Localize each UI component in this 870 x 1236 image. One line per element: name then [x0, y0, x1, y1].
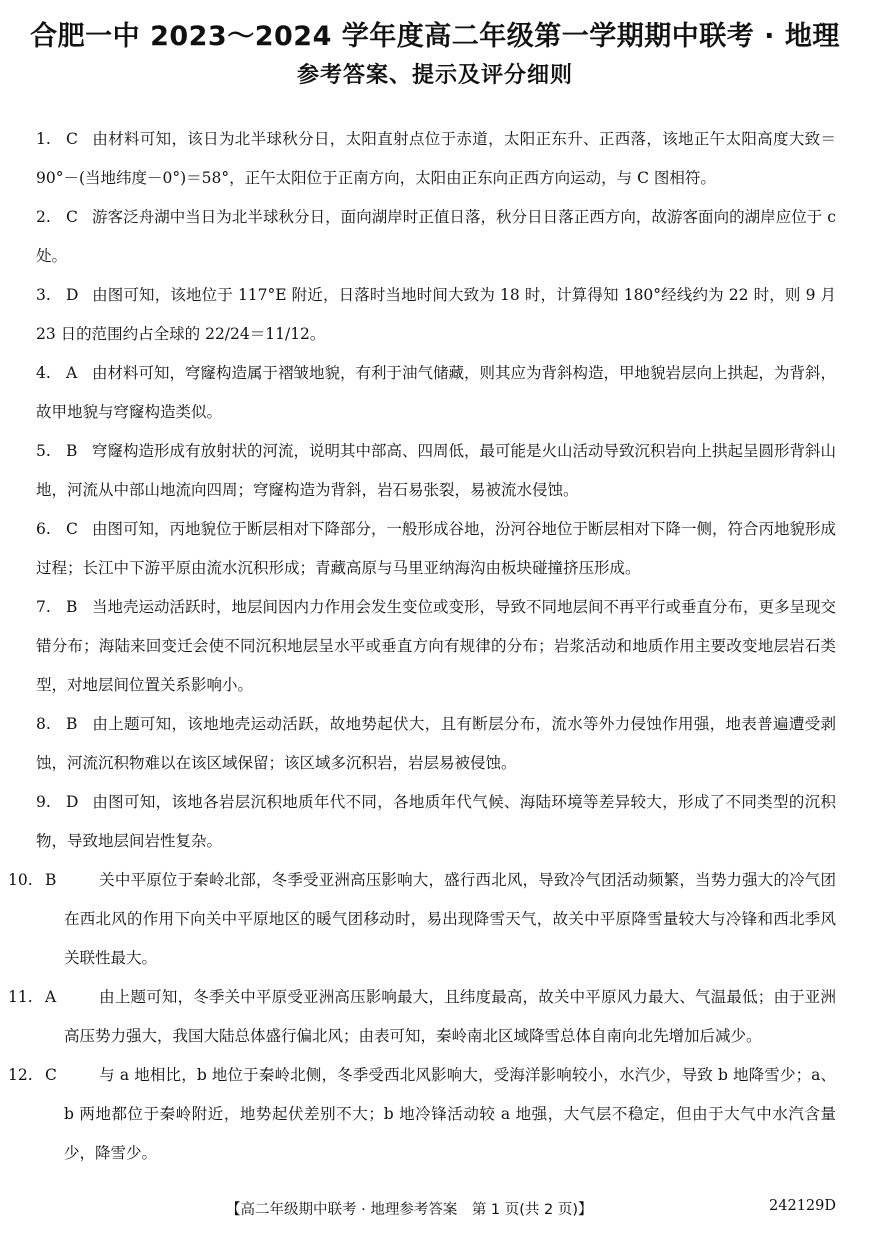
answer-explanation: 关中平原位于秦岭北部，冬季受亚洲高压影响大，盛行西北风，导致冷气团活动频繁，当势力强大的冷气团在西北风的作用下向关中平原地区的暖气团移动时，易出现降雪天气，故关中平原降雪量较大与冷锋和西北季风关联性最大。	[64, 871, 836, 967]
answer-choice: C	[66, 520, 78, 538]
answer-item-10	[8, 861, 836, 978]
answer-choice: A	[45, 988, 57, 1006]
answer-choice: C	[66, 208, 78, 226]
answer-choice: D	[66, 793, 79, 811]
question-number: 5.	[36, 442, 51, 460]
answer-choice: A	[66, 364, 78, 382]
question-number: 7.	[36, 598, 51, 616]
answer-explanation: 穹窿构造形成有放射状的河流，说明其中部高、四周低，最可能是火山活动导致沉积岩向上拱起呈圆形背斜山地，河流从中部山地流向四周；穹窿构造为背斜，岩石易张裂，易被流水侵蚀。	[36, 442, 837, 499]
document-subtitle: 参考答案、提示及评分细则	[296, 63, 573, 88]
answer-explanation: 当地壳运动活跃时，地层间因内力作用会发生变位或变形，导致不同地层间不再平行或垂直分布，更多呈现交错分布；海陆来回变迁会使不同沉积地层呈水平或垂直方向有规律的分布；岩浆活动和地质作用主要改变地层岩石类型，对地层间位置关系影响小。	[36, 598, 837, 694]
question-number: 4.	[36, 364, 51, 382]
answer-choice: B	[66, 442, 78, 460]
question-number: 10.	[8, 871, 33, 889]
page-footer	[0, 1198, 870, 1222]
answer-choice: C	[66, 130, 78, 148]
footer-document-code: 242129D	[769, 1198, 836, 1214]
footer-page-info: 【高二年级期中联考 · 地理参考答案 第 1 页(共 2 页)】	[226, 1202, 593, 1218]
answer-item-8	[36, 705, 836, 783]
answer-choice: B	[45, 871, 57, 889]
answer-explanation: 由材料可知，该日为北半球秋分日，太阳直射点位于赤道，太阳正东升、正西落，该地正午太阳高度大致＝90°－(当地纬度－0°)＝58°，正午太阳位于正南方向，太阳由正东向正西方向运动，与 C 图相符。	[36, 130, 836, 187]
question-number: 8.	[36, 715, 51, 733]
answer-item-12	[8, 1056, 836, 1173]
answer-choice: B	[66, 598, 78, 616]
question-number: 9.	[36, 793, 51, 811]
answer-item-1	[36, 120, 836, 198]
answer-explanation: 由图可知，该地各岩层沉积地质年代不同，各地质年代气候、海陆环境等差异较大，形成了不同类型的沉积物，导致地层间岩性复杂。	[36, 793, 836, 850]
answer-item-6	[36, 510, 836, 588]
answer-list	[8, 120, 837, 1173]
question-number: 3.	[36, 286, 51, 304]
document-title: 合肥一中 2023～2024 学年度高二年级第一学期期中联考 · 地理	[30, 21, 840, 52]
question-number: 11.	[8, 988, 33, 1006]
question-number: 2.	[36, 208, 51, 226]
answer-choice: C	[45, 1066, 57, 1084]
answer-item-3	[36, 276, 836, 354]
answer-explanation: 由图可知，该地位于 117°E 附近，日落时当地时间大致为 18 时，计算得知 180°经线约为 22 时，则 9 月 23 日的范围约占全球的 22/24＝11/12。	[36, 286, 836, 343]
answer-item-9	[36, 783, 836, 861]
answer-item-11	[8, 978, 836, 1056]
answer-item-5	[36, 432, 836, 510]
answer-item-4	[36, 354, 836, 432]
question-number: 12.	[8, 1066, 33, 1084]
answer-explanation: 与 a 地相比，b 地位于秦岭北侧，冬季受西北风影响大，受海洋影响较小，水汽少，导致 b 地降雪少；a、b 两地都位于秦岭附近，地势起伏差别不大；b 地冷锋活动较 a 地强，大气层不稳定，但由于大气中水汽含量少，降雪少。	[64, 1066, 836, 1162]
question-number: 6.	[36, 520, 51, 538]
answer-explanation: 游客泛舟湖中当日为北半球秋分日，面向湖岸时正值日落，秋分日日落正西方向，故游客面向的湖岸应位于 c 处。	[36, 208, 836, 265]
answer-item-2	[36, 198, 836, 276]
answer-explanation: 由图可知，丙地貌位于断层相对下降部分，一般形成谷地，汾河谷地位于断层相对下降一侧，符合丙地貌形成过程；长江中下游平原由流水沉积形成；青藏高原与马里亚纳海沟由板块碰撞挤压形成。	[36, 520, 837, 577]
answer-choice: D	[66, 286, 79, 304]
answer-item-7	[36, 588, 836, 705]
answer-explanation: 由上题可知，该地地壳运动活跃，故地势起伏大，且有断层分布，流水等外力侵蚀作用强，地表普遍遭受剥蚀，河流沉积物难以在该区域保留；该区域多沉积岩，岩层易被侵蚀。	[36, 715, 836, 772]
answer-choice: B	[66, 715, 78, 733]
answer-explanation: 由材料可知，穹窿构造属于褶皱地貌，有利于油气储藏，则其应为背斜构造，甲地貌岩层向上拱起，为背斜，故甲地貌与穹窿构造类似。	[36, 364, 837, 421]
answer-explanation: 由上题可知，冬季关中平原受亚洲高压影响最大，且纬度最高，故关中平原风力最大、气温最低；由于亚洲高压势力强大，我国大陆总体盛行偏北风；由表可知，秦岭南北区域降雪总体自南向北先增加后减少。	[64, 988, 836, 1045]
question-number: 1.	[36, 130, 51, 148]
